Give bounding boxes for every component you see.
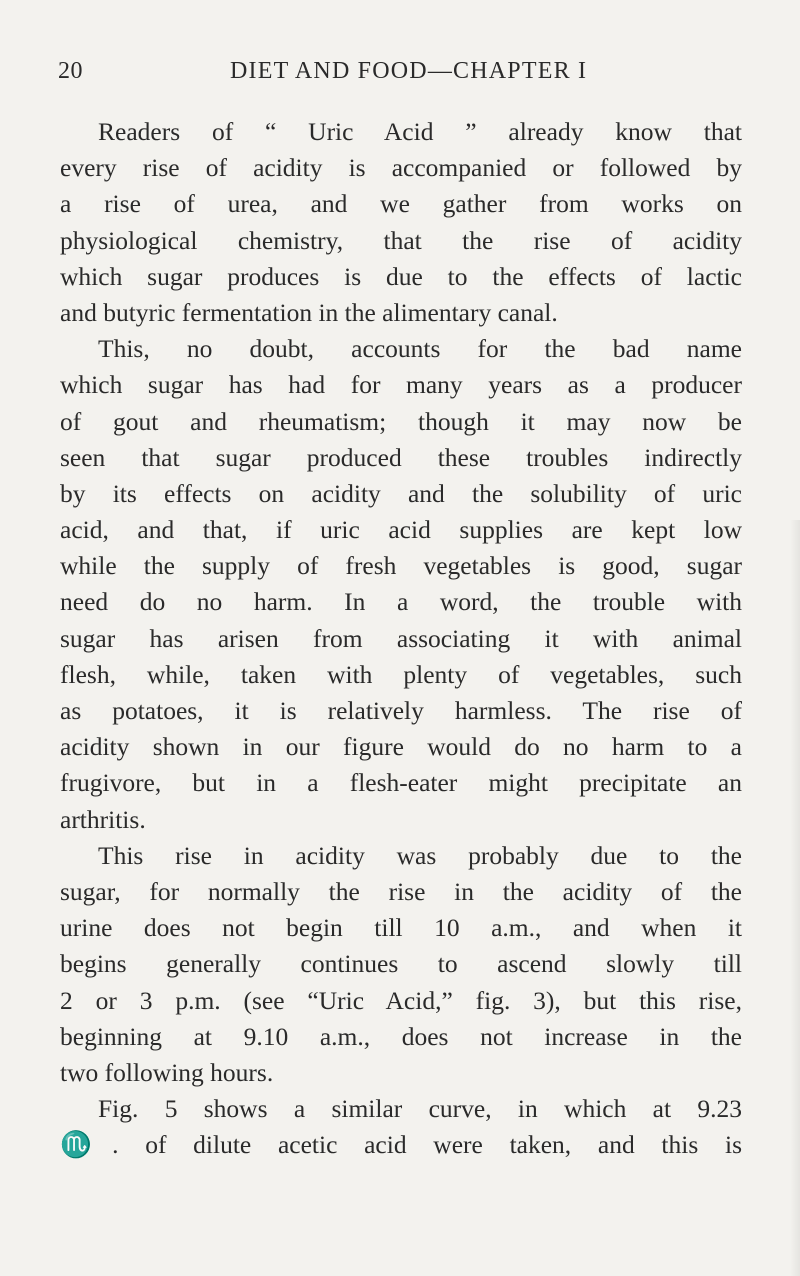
text-line: acid, and that, if uric acid supplies are kept low bbox=[60, 515, 742, 545]
text-line: flesh, while, taken with plenty of vegetables, such bbox=[60, 659, 742, 689]
text-line: a rise of urea, and we gather from works on bbox=[60, 189, 742, 219]
text-line: of gout and rheumatism; though it may now be bbox=[60, 406, 742, 436]
text-line: arthritis. bbox=[60, 804, 146, 834]
running-title: DIET AND FOOD—CHAPTER I bbox=[230, 58, 588, 84]
text-line: begins generally continues to ascend slowly till bbox=[60, 949, 742, 979]
text-line: 2 or 3 p.m. (see “Uric Acid,” fig. 3), but this rise, bbox=[60, 985, 742, 1015]
page-edge-shadow bbox=[790, 520, 800, 1276]
page-number: 20 bbox=[58, 58, 83, 84]
text-line: acidity shown in our figure would do no harm to a bbox=[60, 732, 742, 762]
text-line: This, no doubt, accounts for the bad name bbox=[98, 334, 742, 364]
text-line: ♏. of dilute acetic acid were taken, and this is bbox=[60, 1130, 742, 1160]
text-line: Readers of “ Uric Acid ” already know that bbox=[98, 117, 742, 146]
running-head bbox=[58, 58, 758, 92]
text-line: while the supply of fresh vegetables is good, sugar bbox=[60, 551, 742, 581]
text-line: sugar has arisen from associating it with animal bbox=[60, 623, 742, 653]
text-line: sugar, for normally the rise in the acidity of the bbox=[60, 876, 742, 906]
text-line: urine does not begin till 10 a.m., and when it bbox=[60, 913, 742, 943]
text-line: seen that sugar produced these troubles indirectly bbox=[60, 442, 742, 472]
text-line: by its effects on acidity and the solubility of uric bbox=[60, 478, 742, 508]
text-line: two following hours. bbox=[60, 1057, 274, 1087]
body-text bbox=[60, 114, 742, 1163]
text-line: and butyric fermentation in the alimentary canal. bbox=[60, 297, 558, 327]
text-line: every rise of acidity is accompanied or followed by bbox=[60, 153, 742, 183]
text-line: Fig. 5 shows a similar curve, in which at 9.23 bbox=[98, 1094, 742, 1124]
text-line: frugivore, but in a flesh-eater might precipitate an bbox=[60, 768, 742, 798]
text-line: as potatoes, it is relatively harmless. The rise of bbox=[60, 696, 742, 725]
text-line: beginning at 9.10 a.m., does not increase in the bbox=[60, 1021, 742, 1051]
text-line: which sugar has had for many years as a producer bbox=[60, 370, 742, 400]
text-line: need do no harm. In a word, the trouble with bbox=[60, 587, 742, 617]
text-line: which sugar produces is due to the effects of lactic bbox=[60, 261, 742, 291]
text-line: physiological chemistry, that the rise of acidity bbox=[60, 225, 742, 255]
text-line: This rise in acidity was probably due to the bbox=[98, 840, 742, 870]
